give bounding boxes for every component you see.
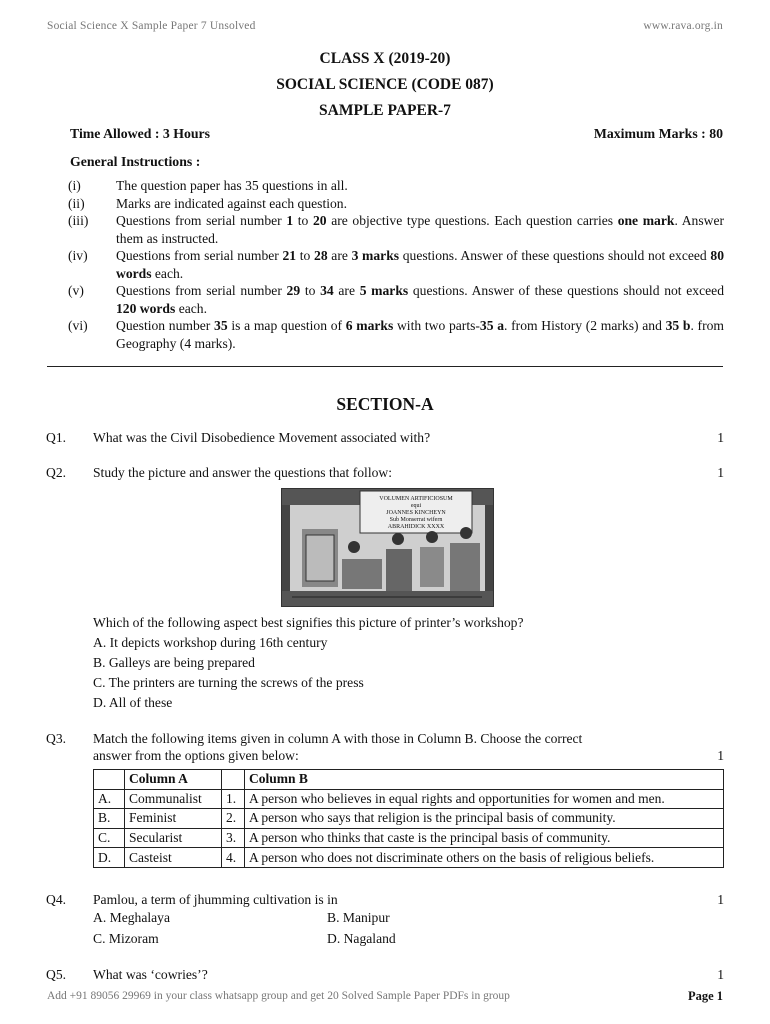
question-marks: 1 (717, 430, 724, 445)
instruction-item (68, 247, 724, 282)
instruction-run: . from Geography (4 marks). (116, 318, 724, 351)
question-text: What was the Civil Disobedience Movement associated with? (93, 430, 431, 445)
match-table (93, 769, 724, 868)
question-text: What was ‘cowries’? (93, 967, 208, 982)
option-a: A. Meghalaya (93, 910, 171, 925)
instruction-run: Questions from serial number (116, 213, 287, 228)
question-marks: 1 (717, 892, 724, 907)
printers-workshop-image (281, 488, 494, 607)
question-marks: 1 (717, 748, 724, 763)
instruction-item (68, 317, 724, 352)
instruction-text (116, 177, 724, 195)
instruction-run: to (293, 213, 313, 228)
question-marks: 1 (717, 465, 724, 480)
question-number: Q1. (46, 430, 67, 445)
instruction-bold-run: 35 b (665, 318, 691, 333)
image-caption-2: equi (410, 503, 422, 509)
question-text: Study the picture and answer the questions that follow: (93, 465, 393, 480)
instruction-item (68, 195, 724, 213)
question-number: Q4. (46, 892, 67, 907)
instruction-bold-run: 5 marks (359, 283, 409, 298)
instruction-bold-run: 3 marks (351, 248, 400, 263)
question-2-prompt: Which of the following aspect best signifies this picture of printer’s workshop? (93, 615, 524, 630)
row-number: 2. (222, 809, 245, 829)
row-term: Secularist (125, 828, 222, 848)
row-term: Casteist (125, 848, 222, 868)
instruction-text (116, 212, 724, 247)
instruction-bold-run: 34 (320, 283, 334, 298)
instruction-bold-run: one mark (617, 213, 675, 228)
table-row (94, 809, 724, 829)
instruction-run: Questions from serial number (116, 248, 283, 263)
instruction-bold-run: 80 words (116, 248, 724, 281)
instruction-bold-run: 20 (312, 213, 327, 228)
row-number: 4. (222, 848, 245, 868)
paper-title: SAMPLE PAPER-7 (319, 102, 451, 119)
instruction-text (116, 247, 724, 282)
question-text-continued: answer from the options given below: (93, 748, 299, 763)
instruction-number: (iv) (68, 248, 88, 263)
question-number: Q2. (46, 465, 67, 480)
time-allowed: Time Allowed : 3 Hours (70, 126, 211, 141)
instruction-run: questions. Answer of these questions should not exceed (408, 283, 724, 298)
instruction-run: Question number (116, 318, 215, 333)
footer-promo: Add +91 89056 29969 in your class whatsapp group and get 20 Solved Sample Paper PDFs in group (47, 990, 510, 1002)
instruction-run: to (300, 283, 321, 298)
instruction-run: are (327, 248, 352, 263)
table-row (94, 848, 724, 868)
instructions-heading: General Instructions : (70, 154, 201, 169)
instruction-run: are objective type questions. Each question carries (326, 213, 618, 228)
engraving-illustration (282, 489, 493, 606)
row-number: 1. (222, 789, 245, 809)
instruction-bold-run: 1 (286, 213, 294, 228)
row-definition: A person who believes in equal rights and opportunities for women and men. (245, 789, 724, 809)
class-title: CLASS X (2019-20) (319, 50, 451, 67)
instruction-bold-run: 6 marks (345, 318, 394, 333)
image-caption-1: VOLUMEN ARTIFICIOSUM (379, 496, 453, 502)
running-header-right: www.rava.org.in (643, 20, 723, 32)
instruction-item (68, 177, 724, 195)
question-marks: 1 (717, 967, 724, 982)
instruction-run: . Answer them as instructed. (116, 213, 725, 246)
page-number: Page 1 (687, 989, 723, 1003)
instruction-run: are (333, 283, 360, 298)
image-caption-3: JOANNES KINCHEYN (386, 510, 446, 516)
instruction-run: . from History (2 marks) and (504, 318, 666, 333)
option-a: A. It depicts workshop during 16th century (93, 635, 328, 650)
option-c: C. The printers are turning the screws of the press (93, 675, 364, 690)
row-definition: A person who says that religion is the principal basis of community. (245, 809, 724, 829)
column-b-header: Column B (245, 770, 724, 790)
running-header-left: Social Science X Sample Paper 7 Unsolved (47, 20, 256, 32)
instruction-bold-run: 120 words (116, 300, 176, 316)
row-term: Feminist (125, 809, 222, 829)
question-text: Match the following items given in column A with those in Column B. Choose the correct (93, 731, 583, 746)
instruction-number: (ii) (68, 195, 85, 211)
instruction-text (116, 317, 724, 352)
instructions-list (68, 177, 724, 352)
column-a-header: Column A (125, 770, 222, 790)
instruction-item (68, 282, 724, 317)
table-header-row (94, 770, 724, 790)
table-row (94, 789, 724, 809)
instruction-run: Marks are indicated against each question. (116, 195, 348, 211)
table-row (94, 828, 724, 848)
instruction-text (116, 195, 724, 213)
instruction-number: (vi) (68, 318, 88, 333)
instruction-text (116, 282, 724, 317)
section-divider (47, 366, 723, 367)
instruction-run: is a map question of (227, 318, 346, 333)
row-term: Communalist (125, 789, 222, 809)
instruction-run: questions. Answer of these questions should not exceed (399, 248, 711, 263)
option-c: C. Mizoram (93, 931, 159, 946)
instruction-run: Questions from serial number (116, 283, 287, 298)
row-letter: B. (94, 809, 125, 829)
instruction-bold-run: 35 a (479, 318, 505, 333)
instruction-run: each. (151, 265, 184, 281)
row-letter: C. (94, 828, 125, 848)
row-letter: A. (94, 789, 125, 809)
option-b: B. Manipur (327, 910, 390, 925)
row-number: 3. (222, 828, 245, 848)
maximum-marks: Maximum Marks : 80 (593, 126, 723, 141)
question-text: Pamlou, a term of jhumming cultivation is in (93, 892, 338, 907)
option-d: D. All of these (93, 695, 173, 710)
instruction-run: The question paper has 35 questions in all. (116, 178, 348, 193)
row-letter: D. (94, 848, 125, 868)
instruction-item (68, 212, 724, 247)
option-b: B. Galleys are being prepared (93, 655, 255, 670)
option-d: D. Nagaland (327, 931, 396, 946)
instruction-bold-run: 35 (214, 318, 228, 333)
question-number: Q5. (46, 967, 67, 982)
instruction-run: each. (175, 300, 207, 316)
row-definition: A person who thinks that caste is the principal basis of community. (245, 828, 724, 848)
image-caption-4: Sub Monserrat wifern (389, 517, 443, 523)
instruction-number: (v) (68, 283, 84, 298)
instruction-run: to (296, 248, 315, 263)
image-caption-5: ABRAHIDICK XXXX (387, 524, 445, 530)
instruction-bold-run: 21 (282, 248, 297, 263)
instruction-number: (i) (68, 178, 81, 193)
question-2-options (93, 633, 364, 713)
row-definition: A person who does not discriminate others on the basis of religious beliefs. (245, 848, 724, 868)
instruction-run: with two parts- (393, 318, 480, 333)
instruction-bold-run: 29 (286, 283, 301, 298)
section-title: SECTION-A (336, 394, 434, 414)
instruction-bold-run: 28 (314, 248, 328, 263)
question-number: Q3. (46, 731, 67, 746)
instruction-number: (iii) (68, 213, 89, 228)
subject-title: SOCIAL SCIENCE (CODE 087) (276, 76, 494, 93)
